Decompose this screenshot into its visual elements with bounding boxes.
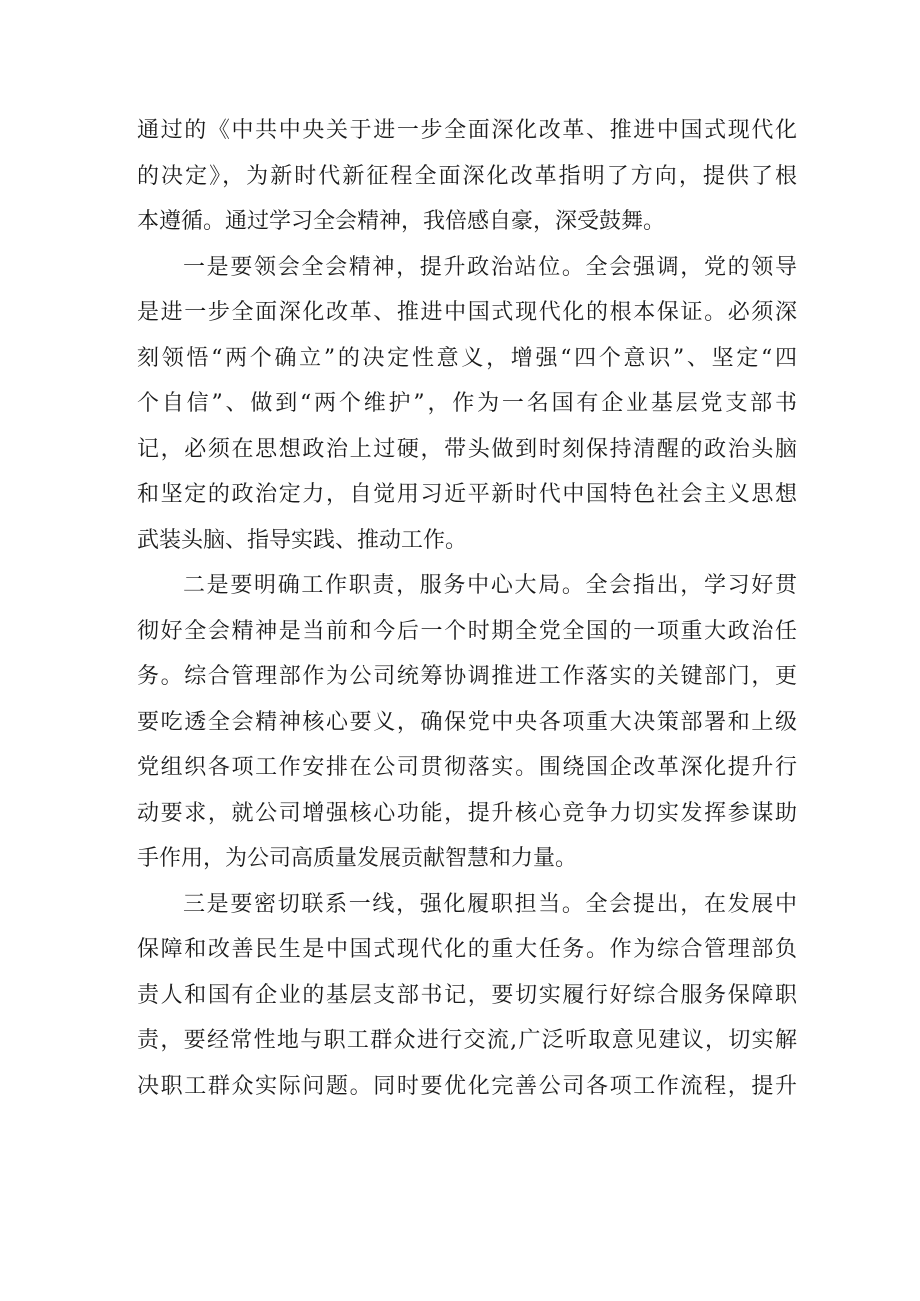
text-line: 责人和国有企业的基层支部书记，要切实履行好综合服务保障职 xyxy=(137,982,797,1008)
text-line: 党组织各项工作安排在公司贯彻落实。围绕国企改革深化提升行 xyxy=(137,755,797,780)
text-line: 手作用，为公司高质量发展贡献智慧和力量。 xyxy=(137,846,578,871)
text-line: 彻好全会精神是当前和今后一个时期全党全国的一项重大政治任 xyxy=(137,618,797,644)
paragraph-1-start: 一是要领会全会精神，提升政治站位。全会强调，党的领导 xyxy=(183,254,797,280)
text-line: 是进一步全面深化改革、推进中国式现代化的根本保证。必须深 xyxy=(137,300,797,325)
text-line: 记，必须在思想政治上过硬，带头做到时刻保持清醒的政治头脑 xyxy=(137,436,797,462)
text-line: 和坚定的政治定力，自觉用习近平新时代中国特色社会主义思想 xyxy=(137,482,797,507)
text-line: 本遵循。通过学习全会精神，我倍感自豪，深受鼓舞。 xyxy=(137,209,666,234)
paragraph-3-start: 三是要密切联系一线，强化履职担当。全会提出，在发展中 xyxy=(183,891,797,917)
text-line: 务。综合管理部作为公司统筹协调推进工作落实的关键部门，更 xyxy=(137,664,797,689)
text-line: 武装头脑、指导实践、推动工作。 xyxy=(137,527,468,553)
text-line: 的决定》，为新时代新征程全面深化改革指明了方向，提供了根 xyxy=(137,163,797,189)
paragraph-2-start: 二是要明确工作职责，服务中心大局。全会指出，学习好贯 xyxy=(183,573,797,598)
text-line: 要吃透全会精神核心要义，确保党中央各项重大决策部署和上级 xyxy=(137,709,797,735)
text-line: 责，要经常性地与职工群众进行交流,广泛听取意见建议，切实解 xyxy=(137,1028,797,1053)
text-line: 动要求，就公司增强核心功能，提升核心竞争力切实发挥参谋助 xyxy=(137,800,797,826)
text-line: 个自信”、做到“两个维护”，作为一名国有企业基层党支部书 xyxy=(137,391,797,416)
text-line: 刻领悟“两个确立”的决定性意义，增强“四个意识”、坚定“四 xyxy=(137,345,797,371)
document-body xyxy=(137,108,797,1109)
text-line: 通过的《中共中央关于进一步全面深化改革、推进中国式现代化 xyxy=(137,118,797,143)
text-line: 决职工群众实际问题。同时要优化完善公司各项工作流程，提升 xyxy=(137,1073,797,1099)
text-line: 保障和改善民生是中国式现代化的重大任务。作为综合管理部负 xyxy=(137,937,797,962)
